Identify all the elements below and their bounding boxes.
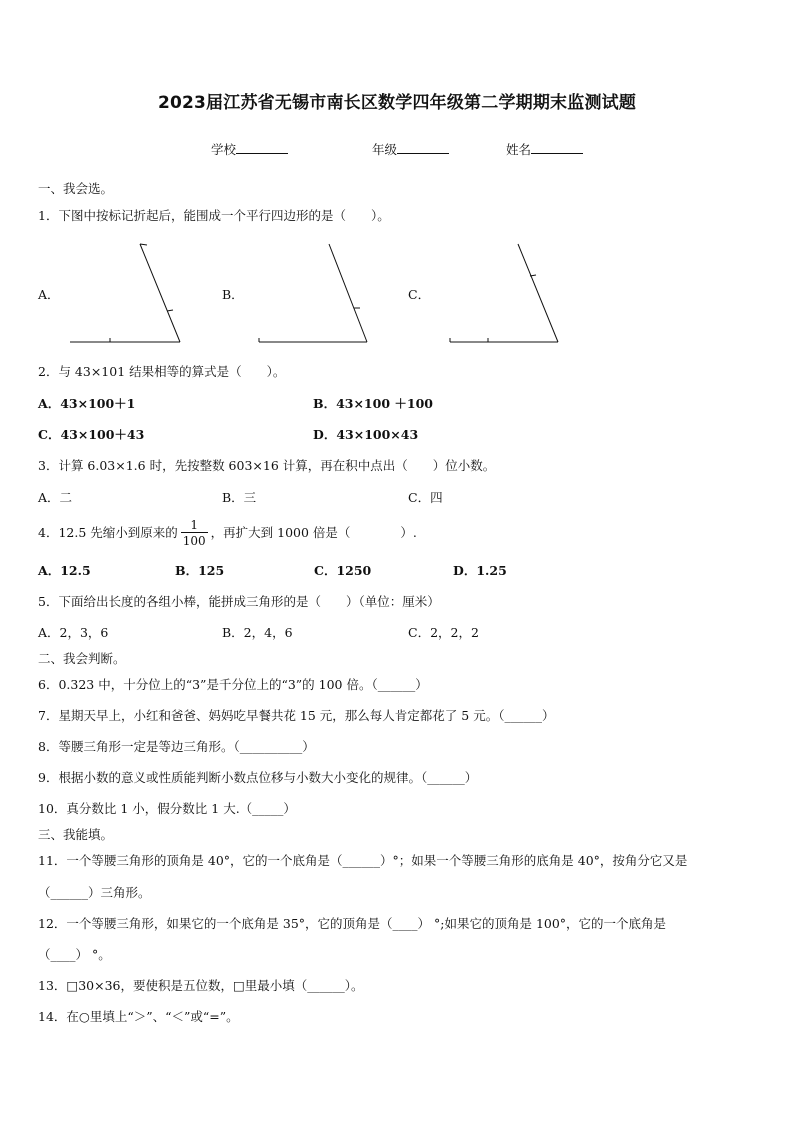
q4-prefix: 4．12.5 先缩小到原来的 xyxy=(38,525,178,540)
question-6: 6．0.323 中，十分位上的“3”是千分位上的“3”的 100 倍。（______） xyxy=(38,677,428,692)
question-4 xyxy=(38,516,417,550)
name-field xyxy=(506,141,583,158)
q4-option-d: D．1.25 xyxy=(453,563,507,578)
question-2: 2．与 43×101 结果相等的算式是（ ）。 xyxy=(38,364,286,379)
q4-suffix: ，再扩大到 1000 倍是（ ）. xyxy=(210,525,417,540)
q1-option-c: C． xyxy=(408,287,431,302)
q1-figure-b xyxy=(259,242,379,346)
question-11-line-1: 11．一个等腰三角形的顶角是 40°，它的一个底角是（______）°；如果一个等腰三角形的底角是 40°，按角分它又是 xyxy=(38,853,688,868)
q5-option-b: B．2，4，6 xyxy=(222,625,293,640)
question-1: 1．下图中按标记折起后，能围成一个平行四边形的是（ ）。 xyxy=(38,208,390,223)
q4-option-c: C．1250 xyxy=(314,563,372,578)
q4-option-b: B．125 xyxy=(175,563,225,578)
page-title: 2023届江苏省无锡市南长区数学四年级第二学期期末监测试题 xyxy=(157,93,637,113)
question-14: 14．在○里填上“＞”、“＜”或“=”。 xyxy=(38,1009,239,1024)
grade-label: 年级 xyxy=(372,142,398,157)
q4-option-a: A．12.5 xyxy=(38,563,91,578)
grade-blank[interactable] xyxy=(397,141,449,154)
question-8: 8．等腰三角形一定是等边三角形。（__________） xyxy=(38,739,315,754)
q2-option-a: A．43×100＋1 xyxy=(38,396,136,411)
q4-fraction-numerator: 1 xyxy=(190,518,199,532)
question-12-line-2: （____） °。 xyxy=(38,947,111,962)
name-label: 姓名 xyxy=(506,142,532,157)
question-7: 7．星期天早上，小红和爸爸、妈妈吃早餐共花 15 元，那么每人肯定都花了 5 元。（______） xyxy=(38,708,555,723)
school-field xyxy=(211,141,288,158)
name-blank[interactable] xyxy=(531,141,583,154)
school-blank[interactable] xyxy=(236,141,288,154)
question-9: 9．根据小数的意义或性质能判断小数点位移与小数大小变化的规律。（______） xyxy=(38,770,478,785)
section-heading-1: 一、我会选。 xyxy=(38,181,114,196)
q4-fraction xyxy=(181,518,208,548)
q2-option-b: B．43×100 ＋100 xyxy=(313,396,433,411)
question-10: 10．真分数比 1 小，假分数比 1 大.（_____） xyxy=(38,801,296,816)
school-label: 学校 xyxy=(211,142,237,157)
q1-option-b: B． xyxy=(222,287,244,302)
q3-option-b: B．三 xyxy=(222,490,257,505)
q3-option-a: A．二 xyxy=(38,490,73,505)
q2-option-d: D．43×100×43 xyxy=(313,427,419,442)
q3-option-c: C．四 xyxy=(408,490,443,505)
q2-option-c: C．43×100＋43 xyxy=(38,427,145,442)
question-3: 3．计算 6.03×1.6 时，先按整数 603×16 计算，再在积中点出（ ）位小数。 xyxy=(38,458,496,473)
q1-figure-a xyxy=(70,242,190,346)
question-12-line-1: 12．一个等腰三角形，如果它的一个底角是 35°，它的顶角是（____） °;如果它的顶角是 100°，它的一个底角是 xyxy=(38,916,667,931)
section-heading-2: 二、我会判断。 xyxy=(38,651,126,666)
q5-option-a: A．2，3，6 xyxy=(38,625,109,640)
question-11-line-2: （______）三角形。 xyxy=(38,885,151,900)
q1-option-a: A． xyxy=(38,287,60,302)
q5-option-c: C．2，2，2 xyxy=(408,625,479,640)
q4-fraction-denominator: 100 xyxy=(182,534,206,548)
section-heading-3: 三、我能填。 xyxy=(38,827,114,842)
grade-field xyxy=(372,141,449,158)
question-5: 5．下面给出长度的各组小棒，能拼成三角形的是（ ）（单位：厘米） xyxy=(38,594,440,609)
question-13: 13．□30×36，要使积是五位数，□里最小填（______）。 xyxy=(38,978,364,993)
q1-figure-c xyxy=(450,242,570,346)
